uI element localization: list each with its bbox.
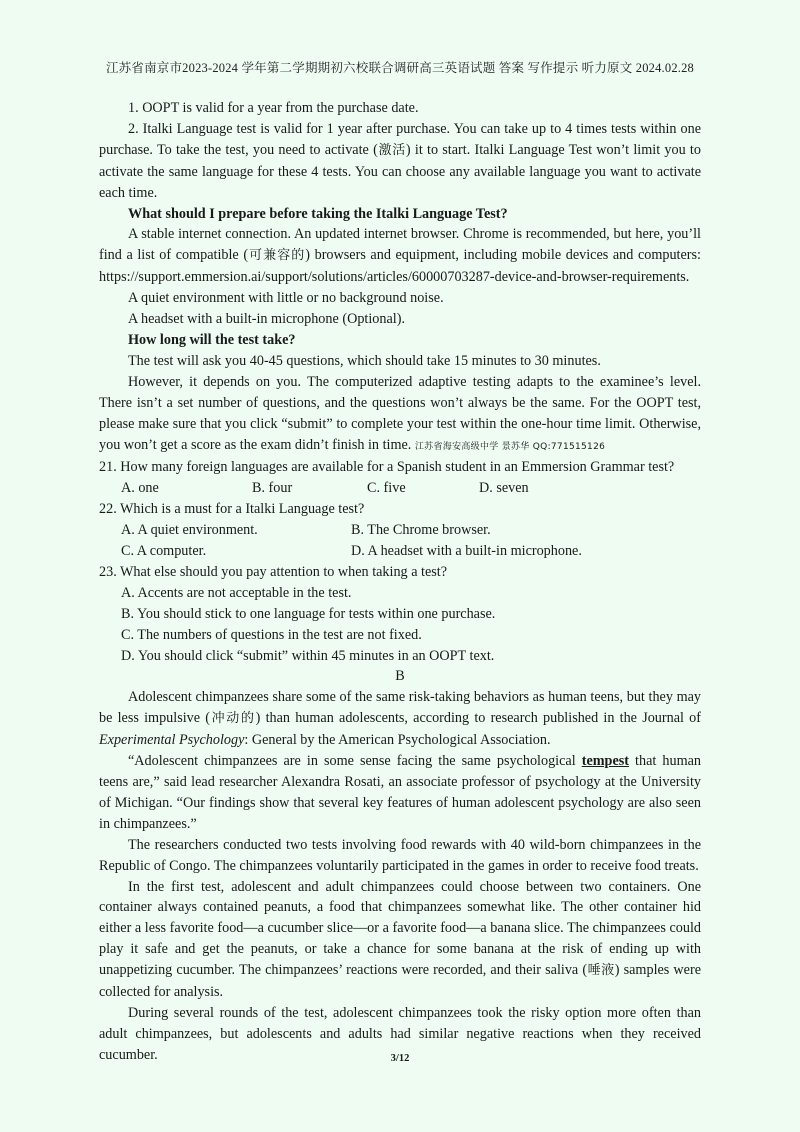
option-a: A. one xyxy=(121,480,159,497)
paragraph-b2: “Adolescent chimpanzees are in some sense facing the same psychological tempest that human teens are,” said lead researcher Alexandra Rosati, an associate professor of psychology at the University of Michigan. “Our findings show that several key features of human adolescent psychology are also seen in chimpanzees.” xyxy=(99,753,702,832)
option-a: A. Accents are not acceptable in the test. xyxy=(121,584,352,601)
paragraph-requirements: A stable internet connection. An updated internet browser. Chrome is recommended, but here, you’ll find a list of compatible (可兼容的) browsers and equipment, including mobile devices and computers: https://support.emmersion.ai/support/solutions/articles/60000703287-device-and-browser-requirements. xyxy=(99,226,701,286)
chinese-gloss: 激活 xyxy=(377,142,406,158)
chinese-gloss: 唾液 xyxy=(587,963,615,979)
chinese-gloss: 可兼容的 xyxy=(248,248,306,264)
page-number: 3/12 xyxy=(390,1053,410,1064)
option-d: D. You should click “submit” within 45 minutes in an OOPT text. xyxy=(121,647,495,664)
paragraph-b3: The researchers conducted two tests involving food rewards with 40 wild-born chimpanzees in the Republic of Congo. The chimpanzees voluntarily participated in the games in order to receive food treats. xyxy=(99,836,701,874)
page-body xyxy=(99,98,701,1066)
question-23-options xyxy=(99,583,701,667)
option-c: C. A computer. xyxy=(121,543,207,560)
question-21-stem: 21. How many foreign languages are available for a Spanish student in an Emmersion Grammar test? xyxy=(99,459,675,476)
paragraph-b5: During several rounds of the test, adolescent chimpanzees took the risky option more often than adult chimpanzees, but adolescents and adults had similar negative reactions when they received cucumber. xyxy=(99,1004,701,1063)
paragraph-question-count: The test will ask you 40-45 questions, which should take 15 minutes to 30 minutes. xyxy=(128,352,601,369)
option-c: C. five xyxy=(367,480,406,497)
paragraph-quiet-environment: A quiet environment with little or no background noise. xyxy=(128,290,444,307)
option-b: B. four xyxy=(252,480,293,497)
question-21-options xyxy=(99,478,701,499)
list-item-italki-validity: 2. Italki Language test is valid for 1 year after purchase. You can take up to 4 times tests within one purchase. To take the test, you need to activate (激活) it to start. Italki Language Test won’t limit you to activate the same language for these 4 tests. You can choose any available language you want to activate each time. xyxy=(99,120,701,201)
question-22-options-row2 xyxy=(99,541,701,562)
watermark-note: 江苏省海安高级中学 景苏华 QQ:771515126 xyxy=(414,441,606,452)
page-header: 江苏省南京市2023-2024 学年第二学期期初六校联合调研高三英语试题 答案 写作提示 听力原文 2024.02.28 xyxy=(105,61,695,75)
section-label-b: B xyxy=(395,668,405,685)
option-d: D. A headset with a built-in microphone. xyxy=(351,543,582,560)
paragraph-adaptive-testing: However, it depends on you. The computerized adaptive testing adapts to the examinee’s level. There isn’t a set number of questions, and the questions won’t always be the same. For the OOPT test, please make sure that you click “submit” to complete your test within the one-hour time limit. Otherwise, you won’t get a score as the exam didn’t finish in time. 江苏省海安高级中学 景苏华 QQ:771515126 xyxy=(99,373,701,453)
option-b: B. The Chrome browser. xyxy=(351,522,491,539)
list-item-oopt-validity: 1. OOPT is valid for a year from the purchase date. xyxy=(128,100,419,116)
journal-title: Experimental Psychology xyxy=(99,732,245,749)
paragraph-b4: In the first test, adolescent and adult chimpanzees could choose between two containers. One container always contained peanuts, a food that chimpanzees somewhat like. The other container hid either a less favorite food—a cucumber slice—or a favorite food—a banana slice. The chimpanzees could play it safe and get the peanuts, or take a chance for some banana at the risk of ending up with unappetizing cucumber. The chimpanzees’ reactions were recorded, and their saliva (唾液) samples were collected for analysis. xyxy=(99,878,702,1001)
option-b: B. You should stick to one language for tests within one purchase. xyxy=(121,605,496,622)
option-c: C. The numbers of questions in the test are not fixed. xyxy=(121,626,422,643)
option-d: D. seven xyxy=(479,480,529,497)
question-22-options-row1 xyxy=(99,520,701,541)
subheading-prepare: What should I prepare before taking the Italki Language Test? xyxy=(128,205,508,222)
question-23-stem: 23. What else should you pay attention to when taking a test? xyxy=(99,563,448,580)
subheading-duration: How long will the test take? xyxy=(128,331,296,348)
paragraph-headset: A headset with a built-in microphone (Optional). xyxy=(128,311,405,328)
question-22-stem: 22. Which is a must for a Italki Language test? xyxy=(99,501,365,518)
option-a: A. A quiet environment. xyxy=(121,522,258,539)
keyword-tempest: tempest xyxy=(581,753,629,770)
paragraph-b1: Adolescent chimpanzees share some of the same risk-taking behaviors as human teens, but they may be less impulsive (冲动的) than human adolescents, according to research published in the Journal of Experimental Psychology: General by the American Psychological Association. xyxy=(99,689,701,749)
chinese-gloss: 冲动的 xyxy=(209,711,256,727)
